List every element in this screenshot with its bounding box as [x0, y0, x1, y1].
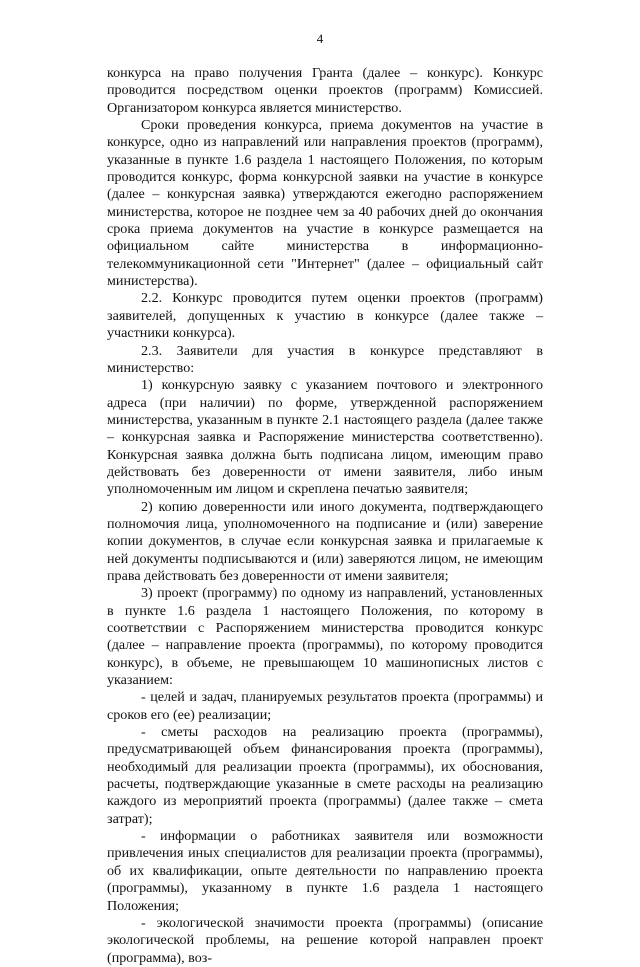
list-item: - целей и задач, планируемых результатов проекта (программы) и сроков его (ее) реализации; [107, 689, 543, 723]
paragraph: Сроки проведения конкурса, приема документов на участие в конкурсе, одно из направлений или направления проектов (программ), указанные в пункте 1.6 раздела 1 настоящего Положения, по которым проводится конкурс, форма конкурсной заявки на участие в конкурсе (далее – конкурсная заявка) утверждаются ежегодно распоряжением министерства, которое не позднее чем за 40 рабочих дней до окончания срока приема документов на участие в конкурсе размещается на официальном сайте министерства в информационно-телекоммуникационной сети "Интернет" (далее – официальный сайт министерства). [107, 117, 543, 290]
paragraph: конкурса на право получения Гранта (далее – конкурс). Конкурс проводится посредством оценки проектов (программ) Комиссией. Организатором конкурса является министерство. [107, 65, 543, 116]
paragraph: 3) проект (программу) по одному из направлений, установленных в пункте 1.6 раздела 1 настоящего Положения, по которому в соответствии с Распоряжением министерства проводится конкурс (далее – направление проекта (программы), по которому проводится конкурс), в объеме, не превышающем 10 машинописных листов с указанием: [107, 585, 543, 689]
list-item: - информации о работниках заявителя или возможности привлечения иных специалистов для реализации проекта (программы), об их квалификации, опыте деятельности по направлению проекта (программы), указанному в пункте 1.6 раздела 1 настоящего Положения; [107, 828, 543, 914]
list-item: - сметы расходов на реализацию проекта (программы), предусматривающей объем финансирования проекта (программы), необходимый для реализации проекта (программы), их обоснования, расчеты, подтверждающие указанные в смете расходы на реализацию каждого из мероприятий проекта (программы) (далее также – смета затрат); [107, 724, 543, 827]
paragraph: 1) конкурсную заявку с указанием почтового и электронного адреса (при наличии) по форме, утвержденной распоряжением министерства, указанным в пункте 2.1 настоящего раздела (далее также – конкурсная заявка и Распоряжение министерства соответственно). Конкурсная заявка должна быть подписана лицом, имеющим право действовать без доверенности от имени заявителя, либо иным уполномоченным им лицом и скреплена печатью заявителя; [107, 377, 543, 498]
body-text [107, 65, 543, 967]
paragraph: 2.2. Конкурс проводится путем оценки проектов (программ) заявителей, допущенных к участию в конкурсе (далее также – участники конкурса). [107, 290, 543, 342]
paragraph: 2) копию доверенности или иного документа, подтверждающего полномочия лица, уполномоченного на подписание и (или) заверение копии документов, в случае если конкурсная заявка и прилагаемые к ней документы подписываются и (или) заверяются лицом, не имеющим права действовать без доверенности от имени заявителя; [107, 498, 543, 584]
list-item: - экологической значимости проекта (программы) (описание экологической проблемы, на решение которой направлен проект (программа), воз- [107, 914, 543, 966]
paragraph: 2.3. Заявители для участия в конкурсе представляют в министерство: [107, 342, 543, 376]
page-number: 4 [316, 31, 324, 46]
